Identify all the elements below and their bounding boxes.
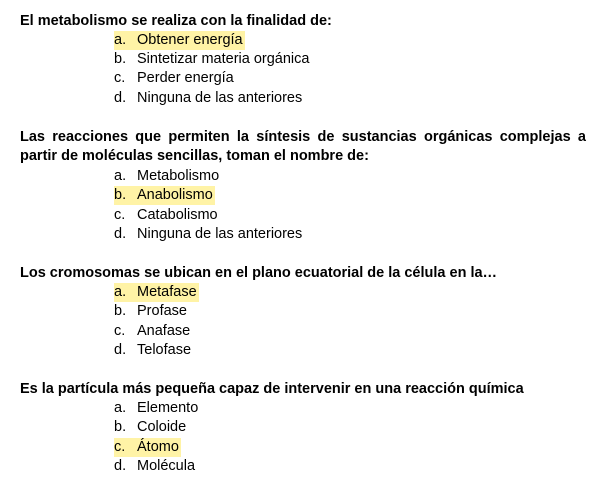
option-text: Coloide bbox=[137, 419, 187, 435]
q4-option-b bbox=[114, 418, 186, 437]
q3-option-c bbox=[114, 322, 190, 341]
q4-option-a bbox=[114, 399, 198, 418]
q3-option-d bbox=[114, 341, 191, 360]
option-text: Molécula bbox=[137, 458, 196, 474]
q1-option-d bbox=[114, 89, 302, 108]
option-letter: d. bbox=[114, 458, 127, 474]
option-text: Sintetizar materia orgánica bbox=[137, 51, 310, 67]
q1-option-c bbox=[114, 69, 234, 88]
option-text: Telofase bbox=[137, 342, 192, 358]
q2-option-b bbox=[114, 186, 215, 205]
option-letter: a. bbox=[114, 32, 127, 48]
question-3-text: Los cromosomas se ubican en el plano ecuatorial de la célula en la… bbox=[20, 265, 498, 281]
option-letter: d. bbox=[114, 226, 127, 242]
option-letter: b. bbox=[114, 187, 127, 203]
question-2-text: Las reacciones que permiten la síntesis de sustancias orgánicas complejas a partir de moléculas sencillas, toman el nombre de: bbox=[20, 129, 586, 164]
option-letter: c. bbox=[114, 439, 126, 455]
question-4-text: Es la partícula más pequeña capaz de intervenir en una reacción química bbox=[20, 381, 524, 397]
option-letter: b. bbox=[114, 51, 127, 67]
option-text: Metabolismo bbox=[137, 168, 220, 184]
q2-option-d bbox=[114, 225, 302, 244]
option-letter: c. bbox=[114, 70, 126, 86]
q3-option-a bbox=[114, 283, 199, 302]
option-letter: c. bbox=[114, 207, 126, 223]
q2-option-a bbox=[114, 167, 219, 186]
q1-option-b bbox=[114, 50, 309, 69]
option-text: Catabolismo bbox=[137, 207, 218, 223]
option-text: Anabolismo bbox=[137, 187, 213, 203]
option-text: Átomo bbox=[137, 439, 179, 455]
option-text: Ninguna de las anteriores bbox=[137, 226, 303, 242]
option-letter: c. bbox=[114, 323, 126, 339]
option-letter: a. bbox=[114, 284, 127, 300]
q4-option-c bbox=[114, 438, 181, 457]
option-letter: a. bbox=[114, 400, 127, 416]
option-text: Elemento bbox=[137, 400, 199, 416]
option-letter: b. bbox=[114, 419, 127, 435]
question-1-text: El metabolismo se realiza con la finalidad de: bbox=[20, 13, 332, 29]
option-letter: d. bbox=[114, 90, 127, 106]
option-letter: a. bbox=[114, 168, 127, 184]
option-letter: b. bbox=[114, 303, 127, 319]
option-text: Profase bbox=[137, 303, 187, 319]
q3-option-b bbox=[114, 302, 187, 321]
option-text: Obtener energía bbox=[137, 32, 243, 48]
q1-option-a bbox=[114, 31, 245, 50]
option-text: Ninguna de las anteriores bbox=[137, 90, 303, 106]
option-text: Perder energía bbox=[137, 70, 234, 86]
q4-option-d bbox=[114, 457, 195, 476]
option-letter: d. bbox=[114, 342, 127, 358]
option-text: Anafase bbox=[137, 323, 191, 339]
q2-option-c bbox=[114, 206, 218, 225]
option-text: Metafase bbox=[137, 284, 197, 300]
